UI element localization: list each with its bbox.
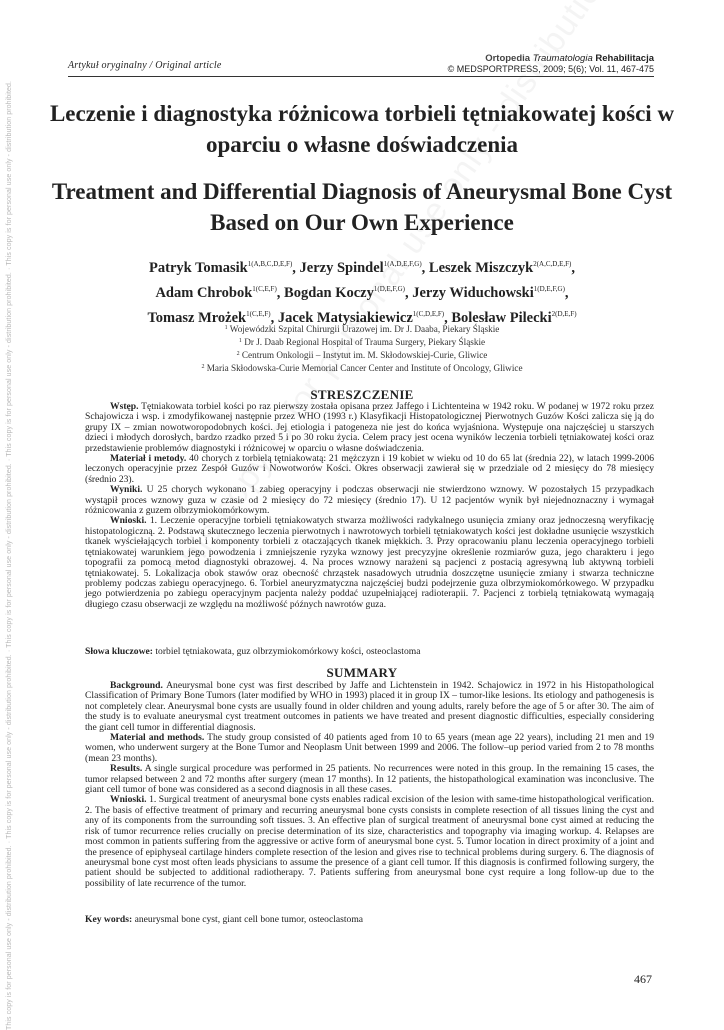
affiliation: $^1$ Dr J. Daab Regional Hospital of Trauma Surgery, Piekary Śląskie	[238, 337, 486, 347]
author-affiliation-marker: 1(D,E,F,G)	[533, 285, 565, 293]
affiliation: $^1$ Wojewódzki Szpital Chirurgii Urazowej im. Dr J. Daaba, Piekary Śląskie	[224, 324, 500, 334]
abstract-paragraph: Wnioski. 1. Surgical treatment of aneurysmal bone cysts enables radical excision of the lesion with same-time histopathological verification. 2. The basis of effective treatment of primary and recurring aneurysmal bone cysts consists in complete resection of all tissues lining the cyst and any of its components from the surrounding soft tissues. 3. An effective plan of surgical treatment of aneurysmal bone cyst aimed at reducing the risk of tumor recurrence relies crucially on precise determination of its size, characteristics and topography via imaging workup. 4. Relapses are most common in patients suffering from the aggressive or active form of aneurysmal bone cyst. 5. Tumor location in direct proximity of a joint and the presence of epiphyseal cartilage hinders complete resection of the lesion and gives rise to technical problems during surgery. 6. The diagnosis of aneurysmal bone cyst most often leads physicians to assume the presence of a giant cell tumor. If this diagnosis is confirmed following surgery, the patient should be subjected to additional radiotherapy. 7. Patients suffering from aneurysmal bone cyst require a long follow-up due to the possibility of late recurrence of the tumor.	[85, 794, 654, 889]
author-affiliation-marker: 1(A,D,E,F,G)	[383, 260, 422, 268]
abstract-paragraph: Results. A single surgical procedure was performed in 25 patients. No recurrences were noted in this group. In the remaining 15 cases, the tumor relapsed between 2 and 72 months after surgery (mean 17 months). In 12 patients, the histopathological examination was inconclusive. The giant cell tumor of bone was considered as a second diagnosis in all these cases.	[85, 763, 654, 796]
journal-header	[448, 53, 654, 74]
affiliation: $^2$ Maria Skłodowska-Curie Memorial Cancer Center and Institute of Oncology, Gliwice	[201, 363, 523, 373]
author-name: Patryk Tomasik	[149, 260, 248, 276]
author-name: Adam Chrobok	[155, 285, 253, 301]
author-affiliation-marker: 1(A,B,C,D,E,F)	[247, 260, 293, 268]
author-line: Patryk Tomasik$^{1(A,B,C,D,E,F)}$, Jerzy Spindel$^{1(A,D,E,F,G)}$, Leszek Miszczyk$^{2(A,C,D,E,F)}$,	[149, 260, 575, 276]
author-name: Tomasz Mrożek	[147, 310, 247, 326]
abstract-paragraph: Wstęp. Tętniakowata torbiel kości po raz pierwszy została opisana przez Jaffego i Lichtenteina w 1942 roku. W podanej w 1972 roku przez Schajowicza i wsp. i zmodyfikowanej następnie przez WHO (1993 r.) Klasyfikacji Histopatologicznej Pierwotnych Guzów Kości zalicza się ją do grupy IX – zmian nowotworopodobnych kości. Jej etiologia i patogeneza nie jest do końca wyjaśniona. Występuje ona najczęściej u starszych dzieci i młodych dorosłych, bardzo rzadko przed 5 i po 30 roku życia. Celem pracy jest ocena wyników leczenia torbieli tętniakowatej kości oraz przedstawienie problemów diagnostyki i różnicowej w oparciu o własne doświadczenia.	[85, 401, 654, 454]
abstract-paragraph: Material and methods. The study group consisted of 40 patients aged from 10 to 65 years (mean age 22 years), including 21 men and 19 women, who underwent surgery at the Bone Tumor and Neoplasm Unit between 1999 and 2006. The follow–up period varied from 2 to 78 months (mean 23 months).	[85, 732, 654, 764]
abstract-paragraph: Materiał i metody. 40 chorych z torbielą tętniakowatą: 21 mężczyzn i 19 kobiet w wieku od 10 do 65 lat (średnia 22), w latach 1999-2006 leczonych operacyjnie przez Zespół Guzów i Nowotworów Kości. Okres obserwacji zawierał się w przedziale od 2 miesięcy do 78 miesięcy (średnio 23).	[85, 453, 654, 485]
abstract-paragraph: Background. Aneurysmal bone cyst was first described by Jaffe and Lichtenstein in 1942. Schajowicz in 1972 in his Histopathological Classification of Primary Bone Tumors (later modified by WHO in 1993) placed it in group IX – tumor-like lesions. Its etiology and pathogenesis is not completely clear. Aneurysmal bone cysts are usually found in older children and young adults, rarely before the age of 5 or after 30. The aim of the study is to evaluate aneurysmal cyst treatment outcomes in patients we have treated and present diagnostic difficulties, especially considering the giant cell tumor in differential diagnosis.	[85, 680, 654, 733]
author-line: Adam Chrobok$^{1(C,E,F)}$, Bogdan Koczy$^{1(D,E,F,G)}$, Jerzy Widuchowski$^{1(D,E,F,G)}$,	[155, 285, 569, 301]
author-name: Jacek Matysiakiewicz	[277, 310, 413, 326]
author-affiliation-marker: 1(C,D,E,F)	[412, 310, 445, 318]
title-english: Treatment and Differential Diagnosis of Aneurysmal Bone Cyst Based on Our Own Experience	[51, 179, 673, 235]
journal-name-ortopedia: Ortopedia	[485, 53, 531, 64]
author-list	[60, 254, 664, 329]
author-line: Tomasz Mrożek$^{1(C,E,F)}$, Jacek Matysiakiewicz$^{1(C,D,E,F)}$, Bolesław Pilecki$^{2(D,E,F)}$	[147, 310, 577, 326]
author-affiliation-marker: 2(D,E,F)	[551, 310, 577, 318]
author-affiliation-marker: 2(A,C,D,E,F)	[533, 260, 572, 268]
side-copyright-text: This copy is for personal use only - distribution prohibited. · This copy is for personal use only - distribution prohibited. · This copy is for personal use only - distribution prohibited. · This copy is for personal use only - distribution prohibited. · This copy is for personal use only - distribution prohibited.	[6, 80, 13, 1030]
journal-name	[448, 53, 654, 64]
author-affiliation-marker: 1(C,E,F)	[252, 285, 277, 293]
abstract-paragraph: Wyniki. U 25 chorych wykonano 1 zabieg operacyjny i podczas obserwacji nie stwierdzono wznowy. W pozostałych 15 przypadkach wystąpił proces wznowy guza w czasie od 2 miesięcy do 72 miesięcy (średnio 17). U 12 pacjentów wynik był niejednoznaczny i wymagał różnicowania z guzem olbrzymiokomórkowym.	[85, 484, 654, 517]
author-name: Bogdan Koczy	[284, 285, 374, 301]
author-affiliation-marker: 1(D,E,F,G)	[373, 285, 405, 293]
side-copyright-strip	[6, 40, 18, 1030]
affiliations	[60, 322, 664, 374]
summary-heading: SUMMARY	[326, 665, 398, 680]
streszczenie-body	[85, 402, 654, 610]
abstract-paragraph: Wnioski. 1. Leczenie operacyjne torbieli tętniakowatych stwarza możliwości radykalnego usunięcia zmiany oraz jednoczesną weryfikację histopatologiczną. 2. Podstawą skutecznego leczenia pierwotnych i nawrotowych torbieli tętniakowatych kości jest dokładne usunięcie wszystkich tkanek wyściełających torbiel i komponenty torbieli z otaczających tkanek miękkich. 3. Przy opracowaniu planu leczenia operacyjnego torbieli tętniakowatej warunkiem jego powodzenia i zmniejszenie ryzyka wznowy jest precyzyjne określenie rozmiarów guza, jego charakteru i jego topografii za pomocą metod diagnostyki obrazowej. 4. Na proces wznowy narażeni są pacjenci z postacią agresywną lub aktywną torbieli tętniakowatej. 5. Lokalizacja obok stawów oraz obecność chrząstek nasadowych utrudnia doszczętne usunięcie zmiany i stwarza techniczne problemy podczas zabiegu operacyjnego. 6. Torbiel aneuryzmatyczna najczęściej budzi podejrzenie guza olbrzymiokomórkowego. W przypadku jego potwierdzenia po zabiegu operacyjnym pacjenta należy poddać uzupełniającej radioterapii. 7. Pacjenci z torbielą tętniakowatą wymagają długiego czasu obserwacji ze względu na możliwość późnych nawrotów guza.	[85, 515, 654, 610]
page-number: 467	[634, 972, 652, 986]
author-name: Bolesław Pilecki	[451, 310, 552, 326]
keywords-pl: Słowa kluczowe: torbiel tętniakowata, guz olbrzymiokomórkowy kości, osteoclastoma	[85, 646, 421, 657]
author-name: Leszek Miszczyk	[428, 260, 534, 276]
citation: © MEDSPORTPRESS, 2009; 5(6); Vol. 11, 467-475	[447, 64, 654, 74]
affiliation: $^2$ Centrum Onkologii – Instytut im. M. Skłodowskiej-Curie, Gliwice	[236, 350, 488, 360]
section-label: Artykuł oryginalny / Original article	[68, 60, 222, 71]
journal-name-traumatologia: Traumatologia	[532, 53, 593, 64]
keywords-en: Key words: aneurysmal bone cyst, giant cell bone tumor, osteoclastoma	[85, 914, 364, 925]
header-rule	[68, 76, 654, 77]
summary-body	[85, 681, 654, 889]
journal-name-rehabilitacja: Rehabilitacja	[595, 53, 654, 64]
author-name: Jerzy Widuchowski	[412, 285, 534, 301]
streszczenie-heading: STRESZCZENIE	[310, 387, 414, 402]
title-polish: Leczenie i diagnostyka różnicowa torbieli tętniakowatej kości w oparciu o własne doświadczenia	[49, 101, 675, 157]
author-name: Jerzy Spindel	[299, 260, 384, 276]
author-affiliation-marker: 1(C,E,F)	[246, 310, 271, 318]
